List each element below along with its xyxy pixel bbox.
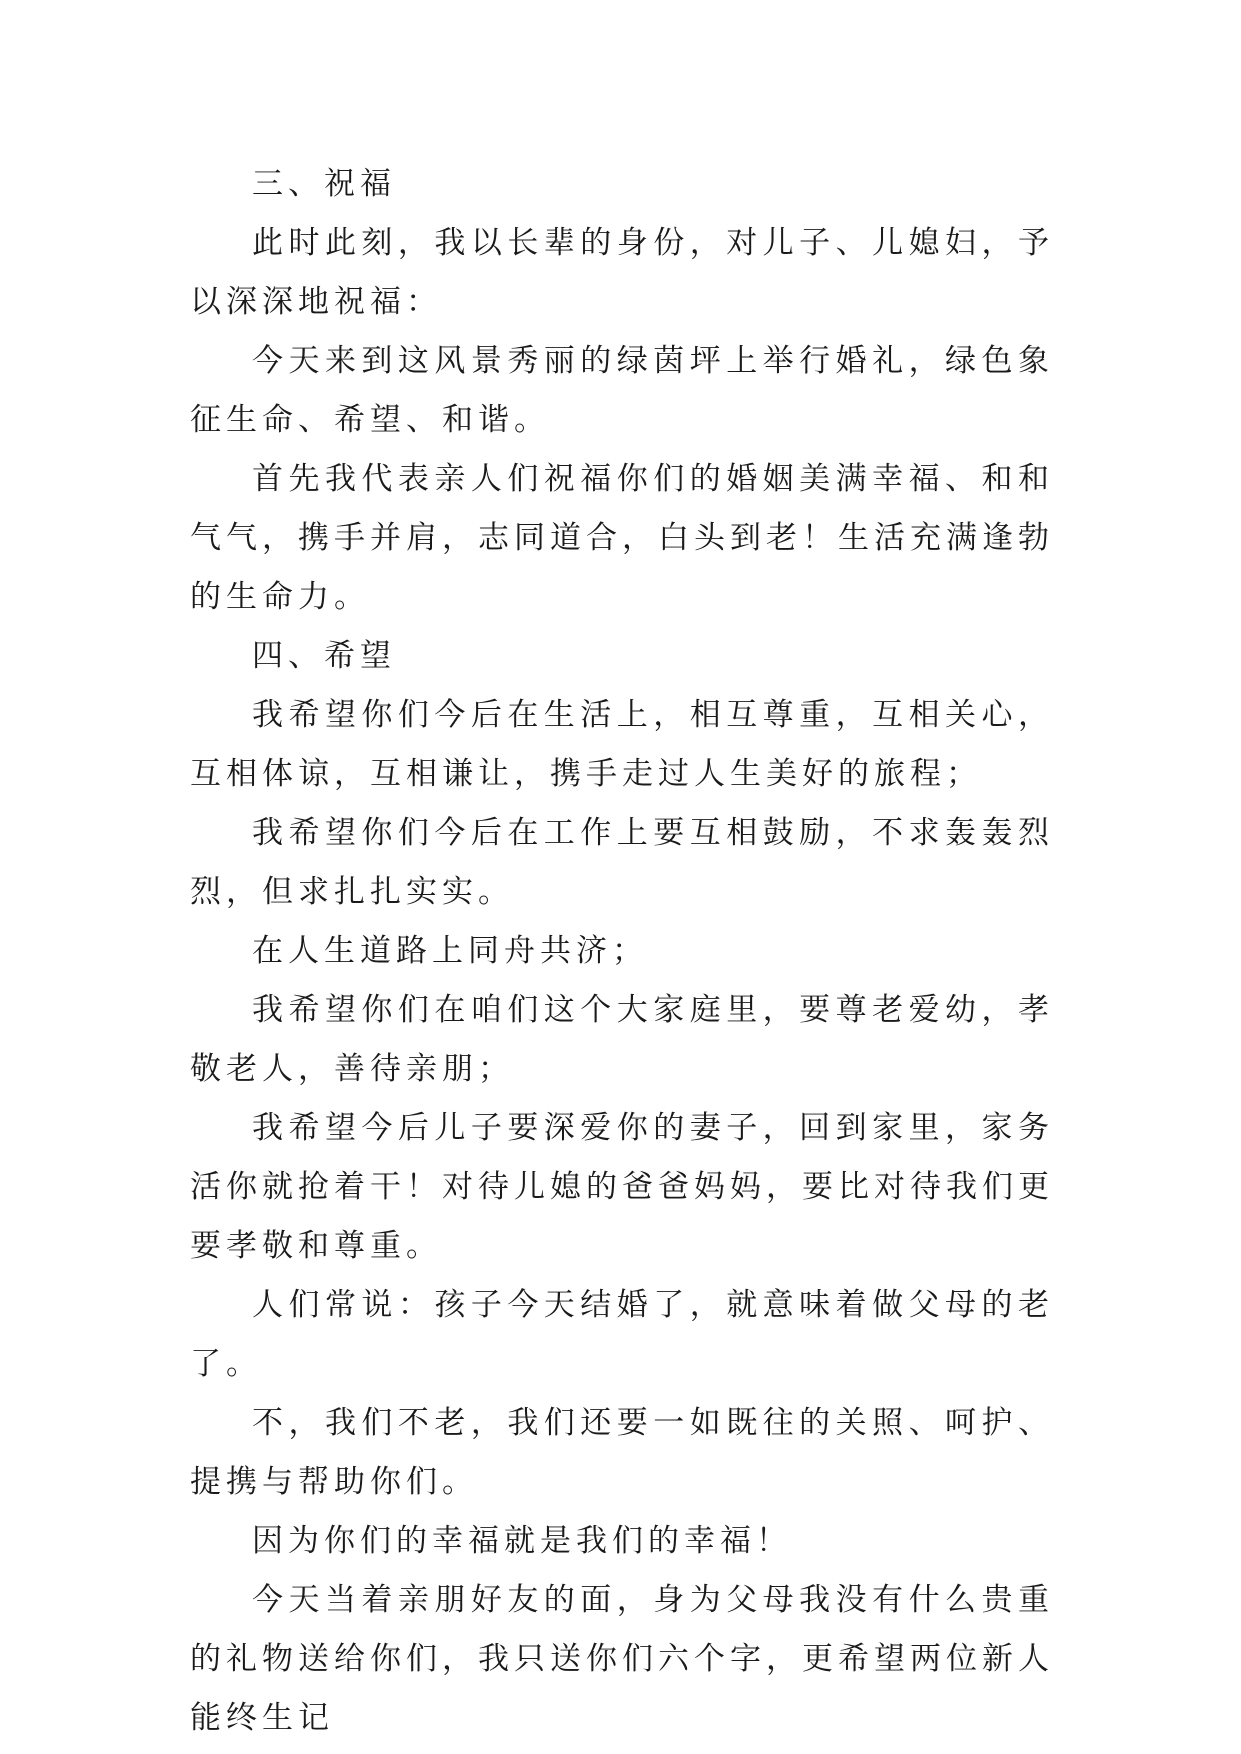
- section-heading-blessing: 三、祝福: [252, 166, 396, 202]
- paragraph: 此时此刻，我以长辈的身份，对儿子、儿媳妇，予以深深地祝福：: [190, 225, 1054, 320]
- paragraph: 我希望你们今后在生活上，相互尊重，互相关心，互相体谅，互相谦让，携手走过人生美好的旅程；: [190, 697, 1054, 792]
- paragraph: 今天来到这风景秀丽的绿茵坪上举行婚礼，绿色象征生命、希望、和谐。: [190, 343, 1054, 438]
- paragraph: 因为你们的幸福就是我们的幸福！: [252, 1523, 792, 1559]
- section-heading-hope: 四、希望: [252, 638, 396, 674]
- paragraph: 不，我们不老，我们还要一如既往的关照、呵护、提携与帮助你们。: [190, 1405, 1054, 1500]
- paragraph: 我希望你们今后在工作上要互相鼓励，不求轰轰烈烈，但求扎扎实实。: [190, 815, 1054, 910]
- paragraph: 我希望今后儿子要深爱你的妻子，回到家里，家务活你就抢着干！对待儿媳的爸爸妈妈，要比对待我们更要孝敬和尊重。: [190, 1110, 1054, 1264]
- paragraph: 首先我代表亲人们祝福你们的婚姻美满幸福、和和气气，携手并肩，志同道合，白头到老！生活充满逢勃的生命力。: [190, 461, 1054, 615]
- document-body: [190, 155, 1054, 1748]
- paragraph: 今天当着亲朋好友的面，身为父母我没有什么贵重的礼物送给你们，我只送你们六个字，更希望两位新人能终生记: [190, 1582, 1054, 1736]
- paragraph: 在人生道路上同舟共济；: [252, 933, 648, 969]
- paragraph: 人们常说：孩子今天结婚了，就意味着做父母的老了。: [190, 1287, 1054, 1382]
- paragraph: 我希望你们在咱们这个大家庭里，要尊老爱幼，孝敬老人，善待亲朋；: [190, 992, 1054, 1087]
